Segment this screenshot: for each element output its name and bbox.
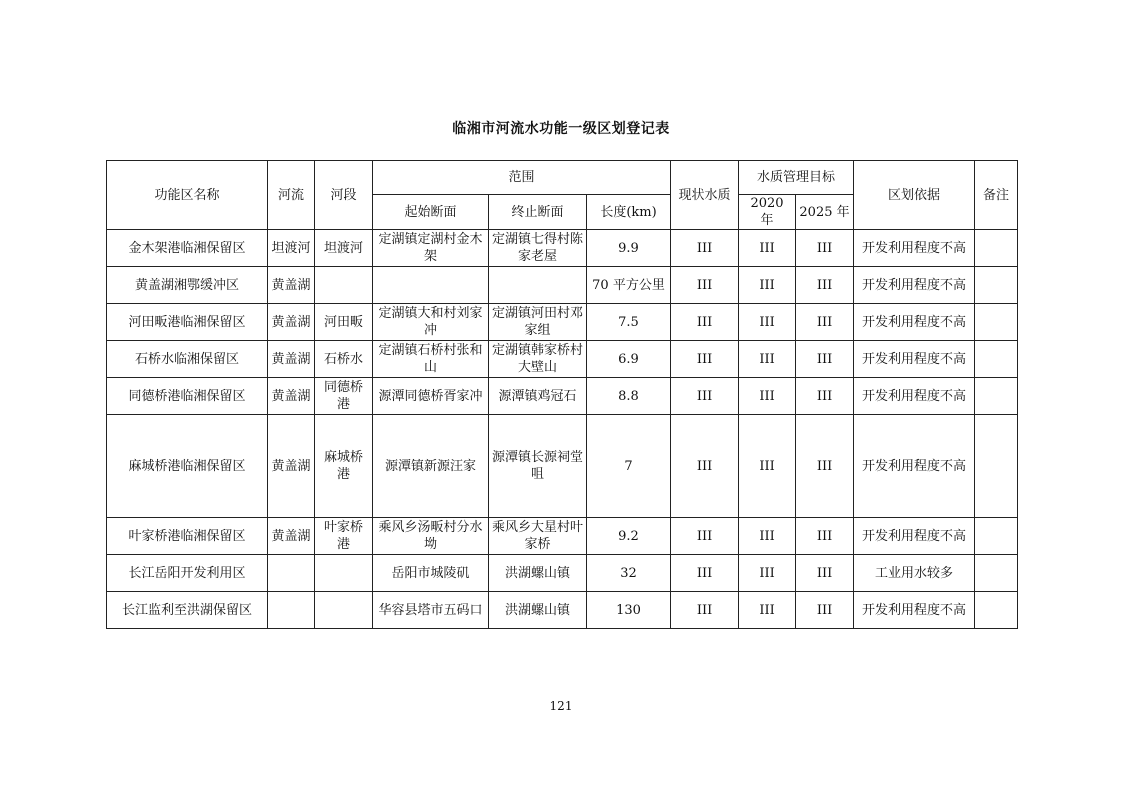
cell-current: III xyxy=(671,230,739,267)
header-name: 功能区名称 xyxy=(107,161,268,230)
cell-length: 130 xyxy=(587,592,671,629)
header-2020: 2020 年 xyxy=(739,195,796,230)
cell-end: 源潭镇鸡冠石 xyxy=(489,378,587,415)
cell-length: 9.2 xyxy=(587,518,671,555)
header-basis: 区划依据 xyxy=(854,161,975,230)
cell-section xyxy=(315,592,373,629)
table-row xyxy=(107,378,1018,415)
header-note: 备注 xyxy=(975,161,1018,230)
cell-2020: III xyxy=(739,267,796,304)
header-2025: 2025 年 xyxy=(796,195,854,230)
cell-2025: III xyxy=(796,592,854,629)
cell-current: III xyxy=(671,592,739,629)
cell-section: 石桥水 xyxy=(315,341,373,378)
cell-end: 洪湖螺山镇 xyxy=(489,555,587,592)
cell-2025: III xyxy=(796,378,854,415)
cell-basis: 开发利用程度不高 xyxy=(854,267,975,304)
header-length: 长度(km) xyxy=(587,195,671,230)
cell-end: 源潭镇长源祠堂咀 xyxy=(489,415,587,518)
cell-length: 7 xyxy=(587,415,671,518)
header-target: 水质管理目标 xyxy=(739,161,854,195)
cell-end: 乘风乡大星村叶家桥 xyxy=(489,518,587,555)
cell-2020: III xyxy=(739,518,796,555)
cell-section: 河田畈 xyxy=(315,304,373,341)
header-river: 河流 xyxy=(268,161,315,230)
cell-end: 定湖镇七得村陈家老屋 xyxy=(489,230,587,267)
cell-name: 河田畈港临湘保留区 xyxy=(107,304,268,341)
cell-2020: III xyxy=(739,230,796,267)
table-row xyxy=(107,555,1018,592)
cell-section xyxy=(315,267,373,304)
cell-note xyxy=(975,341,1018,378)
cell-river: 黄盖湖 xyxy=(268,304,315,341)
cell-note xyxy=(975,592,1018,629)
cell-start: 定湖镇大和村刘家冲 xyxy=(373,304,489,341)
cell-river: 黄盖湖 xyxy=(268,415,315,518)
header-range: 范围 xyxy=(373,161,671,195)
table-row xyxy=(107,267,1018,304)
cell-current: III xyxy=(671,341,739,378)
header-row-1 xyxy=(107,161,1018,195)
cell-start: 岳阳市城陵矶 xyxy=(373,555,489,592)
cell-current: III xyxy=(671,555,739,592)
page-number: 121 xyxy=(549,699,573,713)
header-start: 起始断面 xyxy=(373,195,489,230)
cell-end: 定湖镇韩家桥村大壁山 xyxy=(489,341,587,378)
cell-current: III xyxy=(671,304,739,341)
table-row xyxy=(107,230,1018,267)
cell-name: 石桥水临湘保留区 xyxy=(107,341,268,378)
cell-name: 长江监利至洪湖保留区 xyxy=(107,592,268,629)
cell-river: 坦渡河 xyxy=(268,230,315,267)
cell-length: 7.5 xyxy=(587,304,671,341)
cell-section: 同德桥港 xyxy=(315,378,373,415)
cell-river xyxy=(268,555,315,592)
cell-basis: 开发利用程度不高 xyxy=(854,518,975,555)
cell-basis: 开发利用程度不高 xyxy=(854,304,975,341)
cell-2020: III xyxy=(739,378,796,415)
table-row xyxy=(107,592,1018,629)
table-row xyxy=(107,304,1018,341)
registration-table xyxy=(106,160,1018,629)
cell-start xyxy=(373,267,489,304)
cell-2025: III xyxy=(796,267,854,304)
cell-basis: 开发利用程度不高 xyxy=(854,378,975,415)
header-current-quality: 现状水质 xyxy=(671,161,739,230)
cell-basis: 开发利用程度不高 xyxy=(854,415,975,518)
cell-current: III xyxy=(671,267,739,304)
cell-name: 同德桥港临湘保留区 xyxy=(107,378,268,415)
cell-length: 70 平方公里 xyxy=(587,267,671,304)
cell-start: 源潭镇新源汪家 xyxy=(373,415,489,518)
cell-2020: III xyxy=(739,304,796,341)
page-title: 临湘市河流水功能一级区划登记表 xyxy=(452,121,670,137)
cell-note xyxy=(975,518,1018,555)
cell-start: 华容县塔市五码口 xyxy=(373,592,489,629)
cell-start: 乘风乡汤畈村分水坳 xyxy=(373,518,489,555)
table-row xyxy=(107,341,1018,378)
cell-note xyxy=(975,555,1018,592)
cell-river xyxy=(268,592,315,629)
cell-length: 6.9 xyxy=(587,341,671,378)
cell-note xyxy=(975,230,1018,267)
cell-section: 坦渡河 xyxy=(315,230,373,267)
cell-river: 黄盖湖 xyxy=(268,267,315,304)
cell-basis: 开发利用程度不高 xyxy=(854,230,975,267)
cell-note xyxy=(975,267,1018,304)
header-end: 终止断面 xyxy=(489,195,587,230)
table-row xyxy=(107,518,1018,555)
cell-2025: III xyxy=(796,555,854,592)
cell-2025: III xyxy=(796,518,854,555)
cell-name: 叶家桥港临湘保留区 xyxy=(107,518,268,555)
cell-river: 黄盖湖 xyxy=(268,378,315,415)
cell-basis: 开发利用程度不高 xyxy=(854,592,975,629)
cell-2020: III xyxy=(739,592,796,629)
cell-2025: III xyxy=(796,415,854,518)
cell-2020: III xyxy=(739,341,796,378)
cell-section xyxy=(315,555,373,592)
cell-name: 金木架港临湘保留区 xyxy=(107,230,268,267)
cell-current: III xyxy=(671,378,739,415)
cell-end: 洪湖螺山镇 xyxy=(489,592,587,629)
cell-2020: III xyxy=(739,415,796,518)
cell-name: 麻城桥港临湘保留区 xyxy=(107,415,268,518)
cell-start: 源潭同德桥胥家冲 xyxy=(373,378,489,415)
table-row xyxy=(107,415,1018,518)
cell-current: III xyxy=(671,518,739,555)
cell-current: III xyxy=(671,415,739,518)
cell-basis: 工业用水较多 xyxy=(854,555,975,592)
cell-end xyxy=(489,267,587,304)
cell-note xyxy=(975,378,1018,415)
cell-basis: 开发利用程度不高 xyxy=(854,341,975,378)
cell-start: 定湖镇石桥村张和山 xyxy=(373,341,489,378)
cell-2020: III xyxy=(739,555,796,592)
cell-section: 叶家桥港 xyxy=(315,518,373,555)
cell-river: 黄盖湖 xyxy=(268,341,315,378)
cell-length: 8.8 xyxy=(587,378,671,415)
cell-start: 定湖镇定湖村金木架 xyxy=(373,230,489,267)
cell-note xyxy=(975,304,1018,341)
header-section: 河段 xyxy=(315,161,373,230)
cell-note xyxy=(975,415,1018,518)
cell-end: 定湖镇河田村邓家组 xyxy=(489,304,587,341)
cell-length: 9.9 xyxy=(587,230,671,267)
cell-length: 32 xyxy=(587,555,671,592)
cell-name: 长江岳阳开发利用区 xyxy=(107,555,268,592)
cell-2025: III xyxy=(796,341,854,378)
cell-river: 黄盖湖 xyxy=(268,518,315,555)
cell-section: 麻城桥港 xyxy=(315,415,373,518)
cell-2025: III xyxy=(796,304,854,341)
cell-name: 黄盖湖湘鄂缓冲区 xyxy=(107,267,268,304)
cell-2025: III xyxy=(796,230,854,267)
